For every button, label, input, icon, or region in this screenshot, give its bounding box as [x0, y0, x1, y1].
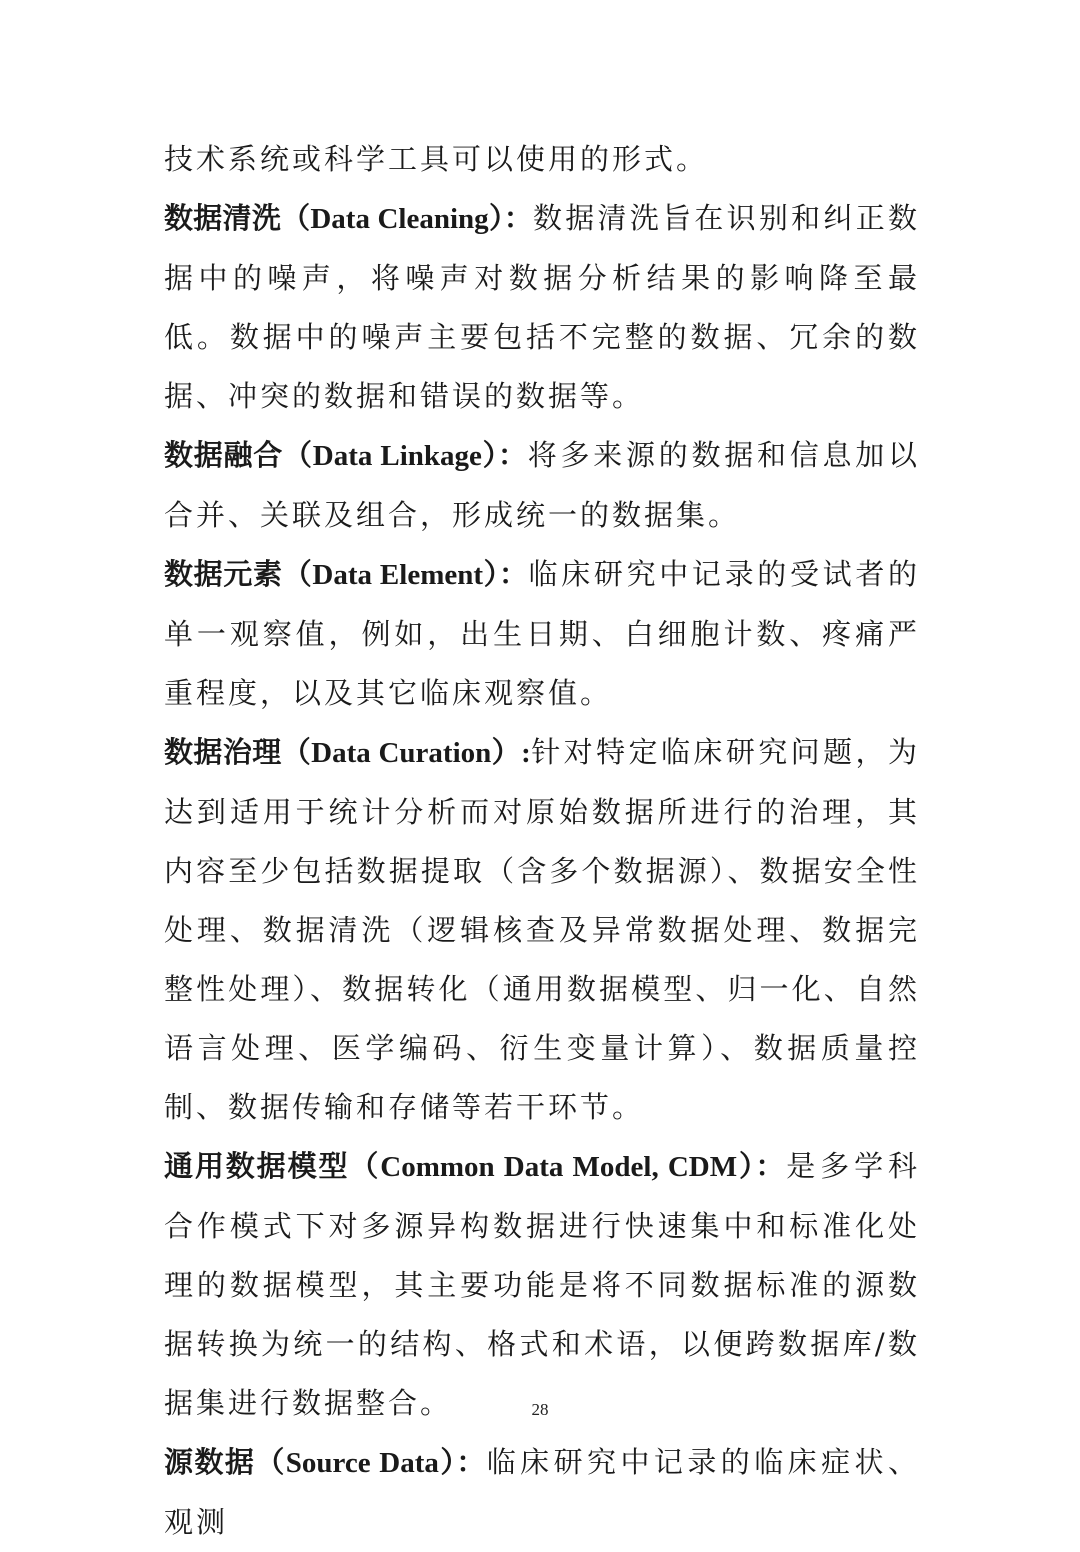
term-chinese: 源数据: [164, 1445, 256, 1479]
definition-common-data-model: [164, 1137, 920, 1433]
definition-body: 临床研究中记录的临床症状、观测: [164, 1445, 920, 1539]
term-english: （Data Cleaning）：: [281, 203, 533, 235]
definition-data-curation: [164, 723, 920, 1137]
definition-data-cleaning: [164, 189, 920, 426]
definition-body: 针对特定临床研究问题，为达到适用于统计分析而对原始数据所进行的治理，其内容至少包括数据提取（含多个数据源）、数据安全性处理、数据清洗（逻辑核查及异常数据处理、数据完整性处理）、数据转化（通用数据模型、归一化、自然语言处理、医学编码、衍生变量计算）、数据质量控制、数据传输和存储等若干环节。: [164, 735, 920, 1124]
term-chinese: 数据元素: [164, 557, 283, 591]
definition-body: 是多学科合作模式下对多源异构数据进行快速集中和标准化处理的数据模型，其主要功能是将不同数据标准的源数据转换为统一的结构、格式和术语，以便跨数据库/数据集进行数据整合。: [164, 1149, 920, 1420]
page-body: [164, 130, 920, 1552]
definition-body: 数据清洗旨在识别和纠正数据中的噪声，将噪声对数据分析结果的影响降至最低。数据中的噪声主要包括不完整的数据、冗余的数据、冲突的数据和错误的数据等。: [164, 201, 920, 413]
definition-data-element: [164, 545, 920, 723]
term-chinese: 数据治理: [164, 735, 282, 769]
page-number: 28: [531, 1400, 549, 1419]
term-english: （Source Data）：: [255, 1447, 487, 1479]
term-chinese: 数据清洗: [164, 201, 282, 235]
term-chinese: 数据融合: [164, 438, 284, 472]
term-english: （Data Curation）:: [281, 737, 531, 769]
definition-data-linkage: [164, 426, 920, 545]
term-chinese: 通用数据模型: [164, 1149, 350, 1183]
definition-body: 临床研究中记录的受试者的单一观察值，例如，出生日期、白细胞计数、疼痛严重程度，以及其它临床观察值。: [164, 557, 920, 710]
definition-body: 将多来源的数据和信息加以合并、关联及组合，形成统一的数据集。: [164, 438, 920, 532]
term-english: （Data Linkage）：: [283, 440, 528, 472]
term-english: （Common Data Model, CDM）：: [349, 1151, 787, 1183]
intro-paragraph: [164, 130, 920, 189]
intro-text: 技术系统或科学工具可以使用的形式。: [164, 142, 709, 176]
definition-source-data: [164, 1433, 920, 1552]
term-english: （Data Element）：: [282, 559, 529, 591]
